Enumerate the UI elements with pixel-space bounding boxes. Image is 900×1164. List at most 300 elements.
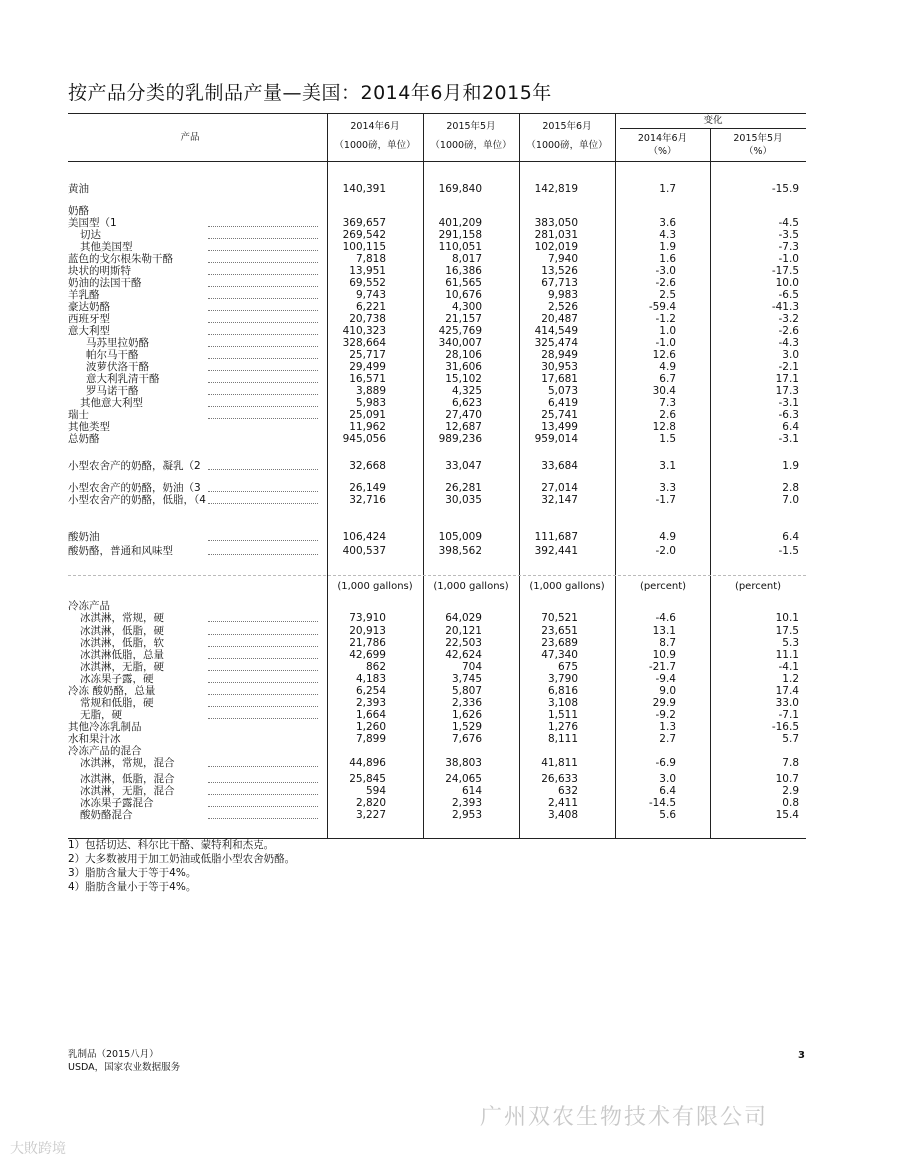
cell-value: 5,073 [547,385,578,397]
cell-value: 3,889 [355,385,386,397]
cell-value: -14.5 [648,797,676,809]
cell-value: 140,391 [342,183,386,195]
cell-value: 12.8 [652,421,676,433]
dot-leader [208,794,318,795]
table-row [0,757,900,770]
dot-leader [208,394,318,395]
cell-value: -3.2 [778,313,799,325]
cell-value: 29.9 [652,697,676,709]
col-header-1-unit: （1000磅，单位） [334,140,416,151]
cell-value: 10.9 [652,649,676,661]
dot-leader [208,298,318,299]
table-row [0,531,900,544]
cell-value: 12.6 [652,349,676,361]
cell-value: 989,236 [438,433,482,445]
cell-value: 44,896 [349,757,386,769]
row-label: 其他意大利型 [80,397,143,409]
cell-value: 11,962 [349,421,386,433]
col-header-3 [519,120,615,152]
cell-value: -15.9 [771,183,799,195]
cell-value: 7.0 [782,494,799,506]
cell-value: 632 [557,785,578,797]
cell-value: 15,102 [445,373,482,385]
cell-value: 1.7 [659,183,676,195]
cell-value: 17.1 [775,373,799,385]
col-header-2-period: 2015年5月 [446,121,496,132]
footnotes [68,838,295,894]
cell-value: 3.0 [782,349,799,361]
cell-value: -7.3 [778,241,799,253]
cell-value: 20,738 [349,313,386,325]
footnote: 2）大多数被用于加工奶油或低脂小型农舍奶酪。 [68,853,296,865]
cell-value: 17.3 [775,385,799,397]
header-bottom-rule [68,161,806,162]
cell-value: 2,411 [547,797,578,809]
dot-leader [208,262,318,263]
cell-value: 20,121 [445,625,482,637]
cell-value: 10.7 [775,773,799,785]
dot-leader [208,646,318,647]
cell-value: 401,209 [438,217,482,229]
cell-value: -1.7 [655,494,676,506]
table-row [0,183,900,196]
row-label: 小型农舍产的奶酪，凝乳（2 [68,460,201,472]
row-label: 马苏里拉奶酪 [86,337,149,349]
cell-value: 6.4 [782,531,799,543]
cell-value: 2,820 [355,797,386,809]
dot-leader [208,358,318,359]
cell-value: 30,953 [541,361,578,373]
change-rule [620,128,806,129]
cell-value: 2.9 [782,785,799,797]
cell-value: 102,019 [534,241,578,253]
row-label: 其他类型 [68,421,110,433]
row-label: 奶油的法国干酪 [68,277,142,289]
dot-leader [208,694,318,695]
cell-value: 25,845 [349,773,386,785]
watermark-text: 广州双农生物技术有限公司 [480,1105,769,1130]
row-label: 罗马诺干酪 [86,385,139,397]
cell-value: -16.5 [771,721,799,733]
cell-value: 425,769 [438,325,482,337]
cell-value: -1.5 [778,545,799,557]
row-label: 冷冻产品 [68,600,110,612]
change-col-2-period: 2015年5月 [733,133,783,144]
dot-leader [208,540,318,541]
cell-value: 15.4 [775,809,799,821]
cell-value: 10.1 [775,612,799,624]
cell-value: 410,323 [342,325,386,337]
cell-value: 6.7 [659,373,676,385]
cell-value: 2,336 [451,697,482,709]
row-label: 小型农舍产的奶酪，奶油（3 [68,482,201,494]
cell-value: 20,913 [349,625,386,637]
cell-value: 105,009 [438,531,482,543]
cell-value: -3.5 [778,229,799,241]
cell-value: 32,716 [349,494,386,506]
cell-value: 32,668 [349,460,386,472]
cell-value: -21.7 [648,661,676,673]
cell-value: -7.1 [778,709,799,721]
cell-value: 328,664 [342,337,386,349]
cell-value: 1.3 [659,721,676,733]
cell-value: 21,157 [445,313,482,325]
cell-value: 1.2 [782,673,799,685]
cell-value: -1.0 [655,337,676,349]
cell-value: -4.1 [778,661,799,673]
dot-leader [208,658,318,659]
cell-value: 110,051 [438,241,482,253]
cell-value: 959,014 [534,433,578,445]
footnote: 3）脂肪含量大于等于4%。 [68,867,197,879]
row-label: 西班牙型 [68,313,110,325]
cell-value: 61,565 [445,277,482,289]
cell-value: 862 [365,661,386,673]
cell-value: 945,056 [342,433,386,445]
row-label: 意大利型 [68,325,110,337]
cell-value: 281,031 [534,229,578,241]
unit-header-5: (percent) [734,581,782,592]
unit-header-4: (percent) [639,581,687,592]
row-label: 美国型（1 [68,217,117,229]
cell-value: 3.0 [659,773,676,785]
cell-value: 23,651 [541,625,578,637]
row-label: 无脂，硬 [80,709,122,721]
dot-leader [208,286,318,287]
row-label: 冰淇淋，无脂，硬 [80,661,164,673]
cell-value: 3,227 [355,809,386,821]
cell-value: 398,562 [438,545,482,557]
cell-value: -3.1 [778,397,799,409]
dot-leader [208,250,318,251]
cell-value: 0.8 [782,797,799,809]
cell-value: 5,983 [355,397,386,409]
cell-value: 17.5 [775,625,799,637]
row-label: 其他美国型 [80,241,133,253]
cell-value: 704 [461,661,482,673]
cell-value: 8,111 [547,733,578,745]
cell-value: -9.2 [655,709,676,721]
page-footer [68,1048,180,1074]
dot-leader [208,382,318,383]
row-label: 冷冻产品的混合 [68,745,142,757]
col-header-2-unit: （1000磅，单位） [430,140,512,151]
cell-value: 17,681 [541,373,578,385]
row-label: 冰淇淋低脂，总量 [80,649,164,661]
cell-value: 4,183 [355,673,386,685]
footer-publication: 乳制品（2015八月） [68,1049,159,1060]
cell-value: 7,676 [451,733,482,745]
row-label: 奶酪 [68,205,89,217]
cell-value: 106,424 [342,531,386,543]
cell-value: 25,717 [349,349,386,361]
cell-value: 1,511 [547,709,578,721]
cell-value: 21,786 [349,637,386,649]
row-label: 酸奶酪，普通和风味型 [68,545,173,557]
row-label: 酸奶酪混合 [80,809,133,821]
cell-value: 20,487 [541,313,578,325]
dot-leader [208,310,318,311]
cell-value: 3,108 [547,697,578,709]
cell-value: 33,684 [541,460,578,472]
footer-source: USDA，国家农业数据服务 [68,1062,181,1073]
row-label: 羊乳酪 [68,289,100,301]
cell-value: 614 [461,785,482,797]
cell-value: 6,221 [355,301,386,313]
cell-value: 25,741 [541,409,578,421]
cell-value: -9.4 [655,673,676,685]
cell-value: 325,474 [534,337,578,349]
cell-value: 27,014 [541,482,578,494]
cell-value: 13,499 [541,421,578,433]
row-label: 冰淇淋，常规，混合 [80,757,175,769]
row-label: 波萝伏洛干酪 [86,361,149,373]
cell-value: 29,499 [349,361,386,373]
cell-value: 27,470 [445,409,482,421]
cell-value: 3,408 [547,809,578,821]
row-label: 水和果汁冰 [68,733,121,745]
row-label: 瑞士 [68,409,89,421]
col-header-3-period: 2015年6月 [542,121,592,132]
cell-value: 28,949 [541,349,578,361]
dot-leader [208,621,318,622]
dot-leader [208,238,318,239]
cell-value: -2.0 [655,545,676,557]
cell-value: 142,819 [534,183,578,195]
unit-header-3: (1,000 gallons) [529,581,605,592]
cell-value: -1.2 [655,313,676,325]
row-label: 意大利乳清干酪 [86,373,160,385]
cell-value: 5,807 [451,685,482,697]
dot-leader [208,503,318,504]
table-row [0,809,900,822]
row-label: 黄油 [68,183,89,195]
cell-value: -2.6 [655,277,676,289]
cell-value: 25,091 [349,409,386,421]
dot-leader [208,766,318,767]
cell-value: 67,713 [541,277,578,289]
dot-leader [208,682,318,683]
cell-value: 30.4 [652,385,676,397]
row-label: 块状的明斯特 [68,265,131,277]
row-label: 豪达奶酪 [68,301,110,313]
cell-value: 30,035 [445,494,482,506]
row-label: 常规和低脂，硬 [80,697,154,709]
dot-leader [208,334,318,335]
cell-value: 6.4 [782,421,799,433]
cell-value: 594 [365,785,386,797]
cell-value: 28,106 [445,349,482,361]
unit-header-1: (1,000 gallons) [337,581,413,592]
table-row [0,545,900,558]
cell-value: 9,743 [355,289,386,301]
cell-value: 23,689 [541,637,578,649]
row-label: 冰淇淋，低脂，软 [80,637,164,649]
cell-value: 4.3 [659,229,676,241]
change-col-header-1 [615,132,710,158]
unit-header-2: (1,000 gallons) [433,581,509,592]
dot-leader [208,406,318,407]
cell-value: 269,542 [342,229,386,241]
cell-value: 4,325 [451,385,482,397]
change-col-2-unit: （%） [743,146,773,157]
cell-value: -6.3 [778,409,799,421]
cell-value: 100,115 [342,241,386,253]
row-label: 冰淇淋，低脂，混合 [80,773,175,785]
row-label: 帕尔马干酪 [86,349,139,361]
product-header: 产品 [180,132,200,143]
cell-value: 2.5 [659,289,676,301]
dot-leader [208,634,318,635]
cell-value: 38,803 [445,757,482,769]
row-label: 其他冷冻乳制品 [68,721,142,733]
cell-value: 6,254 [355,685,386,697]
cell-value: -2.1 [778,361,799,373]
cell-value: 4.9 [659,531,676,543]
cell-value: 6,623 [451,397,482,409]
cell-value: 111,687 [534,531,578,543]
cell-value: -41.3 [771,301,799,313]
dot-leader [208,554,318,555]
cell-value: 31,606 [445,361,482,373]
cell-value: 13.1 [652,625,676,637]
cell-value: 2,393 [355,697,386,709]
cell-value: 6,419 [547,397,578,409]
cell-value: 7,940 [547,253,578,265]
cell-value: 9.0 [659,685,676,697]
cell-value: 1,626 [451,709,482,721]
footnote: 1）包括切达、科尔比干酪、蒙特利和杰克。 [68,839,275,851]
page-number: 3 [798,1050,805,1061]
cell-value: -6.5 [778,289,799,301]
cell-value: 7.8 [782,757,799,769]
cell-value: 6.4 [659,785,676,797]
cell-value: 13,526 [541,265,578,277]
cell-value: 24,065 [445,773,482,785]
cell-value: 8.7 [659,637,676,649]
cell-value: 22,503 [445,637,482,649]
row-label: 冰淇淋，低脂，硬 [80,625,164,637]
cell-value: 169,840 [438,183,482,195]
row-label: 冰淇淋，常规，硬 [80,612,164,624]
cell-value: 369,657 [342,217,386,229]
cell-value: 3.6 [659,217,676,229]
cell-value: 10.0 [775,277,799,289]
cell-value: 16,571 [349,373,386,385]
cell-value: 675 [557,661,578,673]
cell-value: 2.7 [659,733,676,745]
cell-value: 1,260 [355,721,386,733]
dot-leader [208,718,318,719]
page-title: 按产品分类的乳制品产量—美国：2014年6月和2015年 [68,82,552,104]
dot-leader [208,782,318,783]
change-col-1-period: 2014年6月 [637,133,688,144]
cell-value: 4.9 [659,361,676,373]
cell-value: 11.1 [775,649,799,661]
cell-value: 1.5 [659,433,676,445]
cell-value: 383,050 [534,217,578,229]
cell-value: 2.8 [782,482,799,494]
cell-value: 17.4 [775,685,799,697]
cell-value: 33.0 [775,697,799,709]
cell-value: 7,818 [355,253,386,265]
cell-value: -59.4 [648,301,676,313]
cell-value: 26,281 [445,482,482,494]
cell-value: 42,699 [349,649,386,661]
cell-value: -4.5 [778,217,799,229]
cell-value: 1.9 [782,460,799,472]
row-label: 冰冻果子露，硬 [80,673,154,685]
cell-value: 1,276 [547,721,578,733]
cell-value: 3,790 [547,673,578,685]
dot-leader [208,322,318,323]
cell-value: 3,745 [451,673,482,685]
cell-value: 2.6 [659,409,676,421]
table-row [0,494,900,507]
dot-leader [208,370,318,371]
cell-value: 2,526 [547,301,578,313]
row-label: 冰淇淋，无脂，混合 [80,785,175,797]
cell-value: 5.6 [659,809,676,821]
change-col-1-unit: （%） [648,146,677,157]
cell-value: 1.6 [659,253,676,265]
dot-leader [208,818,318,819]
cell-value: 1,529 [451,721,482,733]
col-header-1-period: 2014年6月 [350,121,400,132]
cell-value: -17.5 [771,265,799,277]
change-header: 变化 [703,115,723,126]
cell-value: 4,300 [451,301,482,313]
row-label: 切达 [80,229,101,241]
cell-value: 69,552 [349,277,386,289]
cell-value: 3.1 [659,460,676,472]
cell-value: 10,676 [445,289,482,301]
cell-value: 33,047 [445,460,482,472]
cell-value: -2.6 [778,325,799,337]
cell-value: 42,624 [445,649,482,661]
dot-leader [208,491,318,492]
row-label: 总奶酪 [68,433,100,445]
cell-value: 7,899 [355,733,386,745]
cell-value: -6.9 [655,757,676,769]
cell-value: 291,158 [438,229,482,241]
dot-leader [208,469,318,470]
cell-value: 7.3 [659,397,676,409]
cell-value: 1,664 [355,709,386,721]
cell-value: 16,386 [445,265,482,277]
cell-value: 5.3 [782,637,799,649]
cell-value: 1.9 [659,241,676,253]
cell-value: -4.3 [778,337,799,349]
footnote: 4）脂肪含量小于等于4%。 [68,881,197,893]
dot-leader [208,806,318,807]
cell-value: 13,951 [349,265,386,277]
dot-leader [208,706,318,707]
cell-value: 3.3 [659,482,676,494]
cell-value: -3.1 [778,433,799,445]
table-row [0,612,900,625]
cell-value: 9,983 [547,289,578,301]
cell-value: 12,687 [445,421,482,433]
cell-value: 47,340 [541,649,578,661]
dot-leader [208,274,318,275]
cell-value: 26,149 [349,482,386,494]
table-row [0,433,900,446]
cell-value: 32,147 [541,494,578,506]
col-header-1 [327,120,423,152]
row-label: 蓝色的戈尔根朱勒干酪 [68,253,173,265]
section-divider [68,575,806,576]
